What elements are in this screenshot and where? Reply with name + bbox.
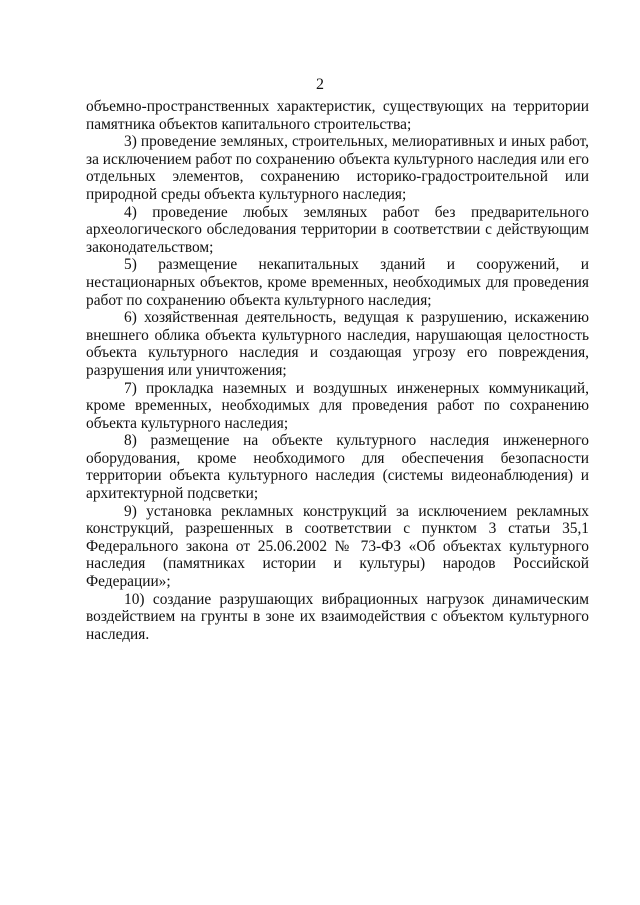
list-item-9: 9) установка рекламных конструкций за исключением рекламных конструкций, разрешенных в соответствии с пунктом 3 статьи 35,1 Федерального закона от 25.06.2002 № 73-ФЗ «Об объектах культурного наследия (памятниках истории и культуры) народов Российской Федерации»; — [86, 502, 589, 591]
list-item-4: 4) проведение любых земляных работ без предварительного археологического обследования территории в соответствии с действующим законодательством; — [86, 203, 589, 256]
list-item-8: 8) размещение на объекте культурного наследия инженерного оборудования, кроме необходимого для обеспечения безопасности территории объекта культурного наследия (системы видеонаблюдения) и архитектурной подсветки; — [86, 432, 589, 503]
list-item-10: 10) создание разрушающих вибрационных нагрузок динамическим воздействием на грунты в зоне их взаимодействия с объектом культурного наследия. — [86, 590, 589, 643]
list-item-3: 3) проведение земляных, строительных, мелиоративных и иных работ, за исключением работ по сохранению объекта культурного наследия или его отдельных элементов, сохранению историко-градостроительной или природной среды объекта культурного наследия; — [86, 133, 589, 203]
document-body — [86, 98, 589, 643]
page-number: 2 — [316, 76, 324, 93]
list-item-7: 7) прокладка наземных и воздушных инженерных коммуникаций, кроме временных, необходимых для проведения работ по сохранению объекта культурного наследия; — [86, 379, 589, 432]
list-item-6: 6) хозяйственная деятельность, ведущая к разрушению, искажению внешнего облика объекта культурного наследия, нарушающая целостность объекта культурного наследия и создающая угрозу его повреждения, разрушения или уничтожения; — [86, 309, 589, 379]
paragraph-continuation: объемно-пространственных характеристик, существующих на территории памятника объектов капитального строительства; — [86, 98, 589, 133]
list-item-5: 5) размещение некапитальных зданий и сооружений, и нестационарных объектов, кроме временных, необходимых для проведения работ по сохранению объекта культурного наследия; — [86, 256, 589, 309]
